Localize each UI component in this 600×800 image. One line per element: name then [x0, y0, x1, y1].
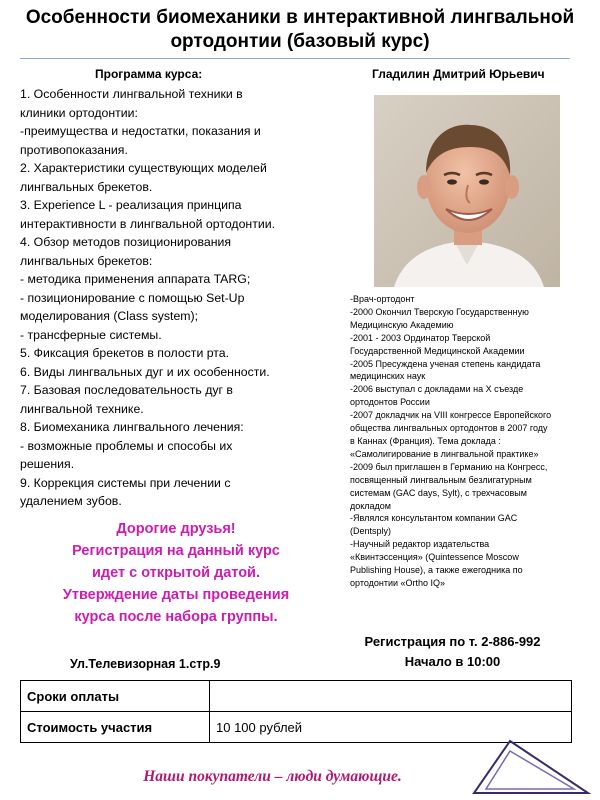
- fee-label: Сроки оплаты: [21, 681, 210, 712]
- bio-line: в Каннах (Франция). Тема доклада :: [350, 435, 501, 446]
- bio-line: -Врач-ортодонт: [350, 294, 415, 304]
- title-divider: [20, 58, 570, 59]
- page-title: [20, 6, 580, 54]
- bio-line: (Dentsply): [350, 526, 392, 537]
- bio-line: -2006 выступал с докладами на X съезде: [350, 384, 524, 395]
- notice-line: Утверждение даты проведения: [62, 587, 290, 603]
- program-line: 3. Experience L - реализация принципа: [20, 198, 242, 212]
- program-line: 9. Коррекция системы при лечении с: [20, 475, 231, 490]
- bio-line: -2000 Окончил Тверскую Государственную: [350, 306, 529, 317]
- title-line-1: Особенности биомеханики в интерактивной лингвальной: [25, 7, 575, 28]
- program-heading: Программа курса:: [95, 67, 203, 81]
- program-line: - методика применения аппарата TARG;: [20, 272, 251, 286]
- title-line-2: ортодонтии (базовый курс): [170, 31, 430, 52]
- registration-info: [340, 632, 565, 672]
- program-line: интерактивности в лингвальной ортодонтии.: [20, 216, 275, 231]
- program-line: удалением зубов.: [20, 494, 122, 508]
- program-line: - трансферные системы.: [20, 327, 162, 342]
- program-line: лингвальных брекетов.: [20, 179, 153, 194]
- author-photo: [374, 95, 560, 287]
- program-line: - возможные проблемы и способы их: [20, 438, 233, 453]
- footer-slogan: Наши покупатели – люди думающие.: [143, 768, 402, 785]
- author-name: Гладилин Дмитрий Юрьевич: [372, 67, 545, 81]
- registration-notice: [22, 518, 330, 628]
- bio-line: -2007 докладчик на VIII конгрессе Европейского: [350, 410, 552, 421]
- bio-line: медицинских наук: [350, 371, 426, 382]
- program-line: клиники ортодонтии:: [20, 105, 138, 120]
- program-line: 7. Базовая последовательность дуг в: [20, 383, 233, 397]
- bio-line: -2001 - 2003 Ординатор Тверской: [350, 332, 491, 343]
- program-line: -преимущества и недостатки, показания и: [20, 124, 261, 138]
- bio-line: общества лингвальных ортодонтов в 2007 году: [350, 423, 548, 434]
- notice-line: Регистрация на данный курс: [72, 543, 280, 559]
- bio-line: Государственной Медицинской Академии: [350, 345, 525, 356]
- program-line: лингвальных брекетов:: [20, 253, 153, 268]
- bio-line: -Научный редактор издательства: [350, 539, 490, 550]
- program-line: - позиционирование с помощью Set-Up: [20, 290, 245, 305]
- program-line: 8. Биомеханика лингвального лечения:: [20, 420, 244, 434]
- program-line: 6. Виды лингвальных дуг и их особенности.: [20, 364, 270, 379]
- program-list: [20, 85, 310, 511]
- table-row: [21, 681, 572, 712]
- registration-phone: Регистрация по т. 2-886-992: [364, 634, 541, 649]
- program-line: 4. Обзор методов позиционирования: [20, 235, 232, 249]
- fee-value: 10 100 рублей: [210, 712, 572, 743]
- bio-line: докладом: [350, 500, 391, 511]
- author-portrait-illustration: [374, 95, 560, 287]
- program-line: 2. Характеристики существующих моделей: [20, 161, 267, 175]
- program-line: противопоказания.: [20, 142, 128, 157]
- bio-line: «Самолигирование в лингвальной практике»: [350, 448, 539, 459]
- bio-line: Медицинскую Академию: [350, 319, 454, 330]
- bio-line: ортодонтов России: [350, 397, 430, 408]
- bio-line: ортодонтии «Ortho IQ»: [350, 577, 446, 588]
- bio-line: посвященный лингвальным безлигатурным: [350, 474, 532, 485]
- venue-address: Ул.Телевизорная 1.стр.9: [70, 657, 221, 671]
- triangle-logo-icon: [470, 737, 592, 797]
- program-line: моделирования (Class system);: [20, 309, 199, 323]
- fee-value: [210, 681, 572, 712]
- notice-line: Дорогие друзья!: [116, 521, 236, 537]
- fee-label: Стоимость участия: [21, 712, 210, 743]
- notice-line: курса после набора группы.: [74, 609, 278, 625]
- author-bio: [350, 293, 595, 590]
- program-line: 5. Фиксация брекетов в полости рта.: [20, 346, 230, 360]
- bio-line: Publishing House), а также ежегодника по: [350, 565, 523, 576]
- bio-line: -Являлся консультантом компании GAC: [350, 513, 518, 524]
- bio-line: -2005 Пресуждена ученая степень кандидата: [350, 358, 541, 369]
- fee-table: [20, 680, 572, 743]
- start-time: Начало в 10:00: [404, 654, 501, 669]
- notice-line: идет с открытой датой.: [92, 565, 260, 581]
- program-line: лингвальной технике.: [20, 401, 144, 416]
- bio-line: «Квинтэссенция» (Quintessence Moscow: [350, 552, 519, 563]
- program-line: решения.: [20, 457, 75, 471]
- bio-line: -2009 был приглашен в Германию на Конгресс,: [350, 461, 548, 472]
- program-line: 1. Особенности лингвальной техники в: [20, 87, 243, 101]
- bio-line: системам (GAC days, Sylt), с трехчасовым: [350, 487, 527, 498]
